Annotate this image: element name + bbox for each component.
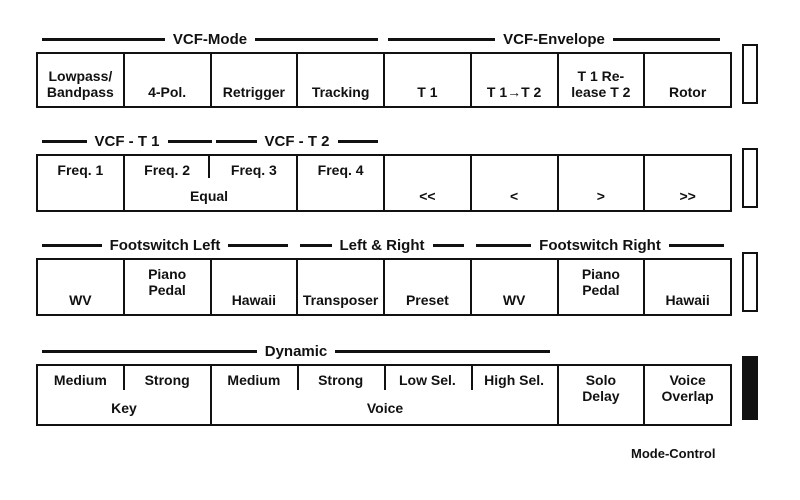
- group-footswitch-left: [42, 234, 288, 256]
- group-vcf-envelope: [388, 28, 720, 50]
- button-voice-medium[interactable]: Medium: [210, 366, 297, 424]
- button-transposer[interactable]: Transposer: [296, 260, 383, 314]
- indicator-row-4: [742, 356, 758, 420]
- button-lowpass-bandpass[interactable]: Lowpass/ Bandpass: [46, 68, 114, 100]
- group-dynamic: [42, 340, 550, 362]
- button-fast-right[interactable]: >>: [643, 156, 730, 210]
- divider-low-high: [471, 366, 473, 390]
- indicator-row-2: [742, 148, 758, 208]
- group-vcf-mode: [42, 28, 378, 50]
- span-label-equal: Equal: [189, 188, 229, 204]
- row-vcf: [36, 52, 732, 108]
- group-footswitch-right: [476, 234, 724, 256]
- divider-freq-2-3: [208, 156, 210, 178]
- button-voice-overlap[interactable]: Voice Overlap: [643, 366, 730, 424]
- button-solo-delay[interactable]: Solo Delay: [557, 366, 644, 424]
- group-label: Footswitch Left: [109, 236, 221, 254]
- button-hawaii-left[interactable]: Hawaii: [210, 260, 297, 314]
- button-low-sel[interactable]: Low Sel.: [398, 372, 456, 388]
- button-freq-1[interactable]: Freq. 1: [57, 162, 104, 178]
- footer-mode-control: Mode-Control: [631, 446, 716, 461]
- button-fast-left[interactable]: <<: [383, 156, 470, 210]
- button-right[interactable]: >: [557, 156, 644, 210]
- span-label-key: Key: [111, 400, 137, 416]
- group-label: VCF-Envelope: [503, 30, 605, 48]
- span-label-voice: Voice: [366, 400, 404, 416]
- button-retrigger[interactable]: Retrigger: [210, 54, 297, 106]
- button-voice-strong[interactable]: Strong: [318, 372, 364, 388]
- button-t1[interactable]: T 1: [383, 54, 470, 106]
- button-piano-pedal-right[interactable]: Piano Pedal: [557, 260, 644, 314]
- group-vcf-t2: [216, 130, 378, 152]
- divider-voice-medium-strong: [297, 366, 299, 390]
- row-footswitch: [36, 258, 732, 316]
- button-key-medium[interactable]: Medium: [53, 372, 107, 388]
- divider-key-medium-strong: [123, 366, 125, 390]
- group-label: VCF-Mode: [172, 30, 248, 48]
- button-freq-4[interactable]: Freq. 4: [296, 156, 383, 210]
- button-preset[interactable]: Preset: [383, 260, 470, 314]
- group-label: VCF - T 2: [264, 132, 330, 150]
- button-t1-release-t2[interactable]: T 1 Re- lease T 2: [557, 54, 644, 106]
- button-high-sel[interactable]: High Sel.: [484, 372, 545, 388]
- button-tracking[interactable]: Tracking: [296, 54, 383, 106]
- button-piano-pedal-left[interactable]: Piano Pedal: [123, 260, 210, 314]
- button-hawaii-right[interactable]: Hawaii: [643, 260, 730, 314]
- group-left-right: [300, 234, 464, 256]
- indicator-row-3: [742, 252, 758, 312]
- button-rotor[interactable]: Rotor: [643, 54, 730, 106]
- group-label: Left & Right: [339, 236, 425, 254]
- button-key-strong[interactable]: Strong: [144, 372, 190, 388]
- button-wv-right[interactable]: WV: [470, 260, 557, 314]
- button-left[interactable]: <: [470, 156, 557, 210]
- group-label: Dynamic: [264, 342, 328, 360]
- group-label: Footswitch Right: [539, 236, 661, 254]
- button-t1-to-t2[interactable]: T 1→T 2: [470, 54, 557, 106]
- divider-voice-strong-low: [384, 366, 386, 390]
- indicator-row-1: [742, 44, 758, 104]
- group-vcf-t1: [42, 130, 212, 152]
- button-freq-2[interactable]: Freq. 2: [123, 156, 210, 210]
- button-4-pol[interactable]: 4-Pol.: [123, 54, 210, 106]
- button-freq-3[interactable]: Freq. 3: [230, 162, 277, 178]
- group-label: VCF - T 1: [94, 132, 160, 150]
- button-wv-left[interactable]: WV: [69, 292, 92, 308]
